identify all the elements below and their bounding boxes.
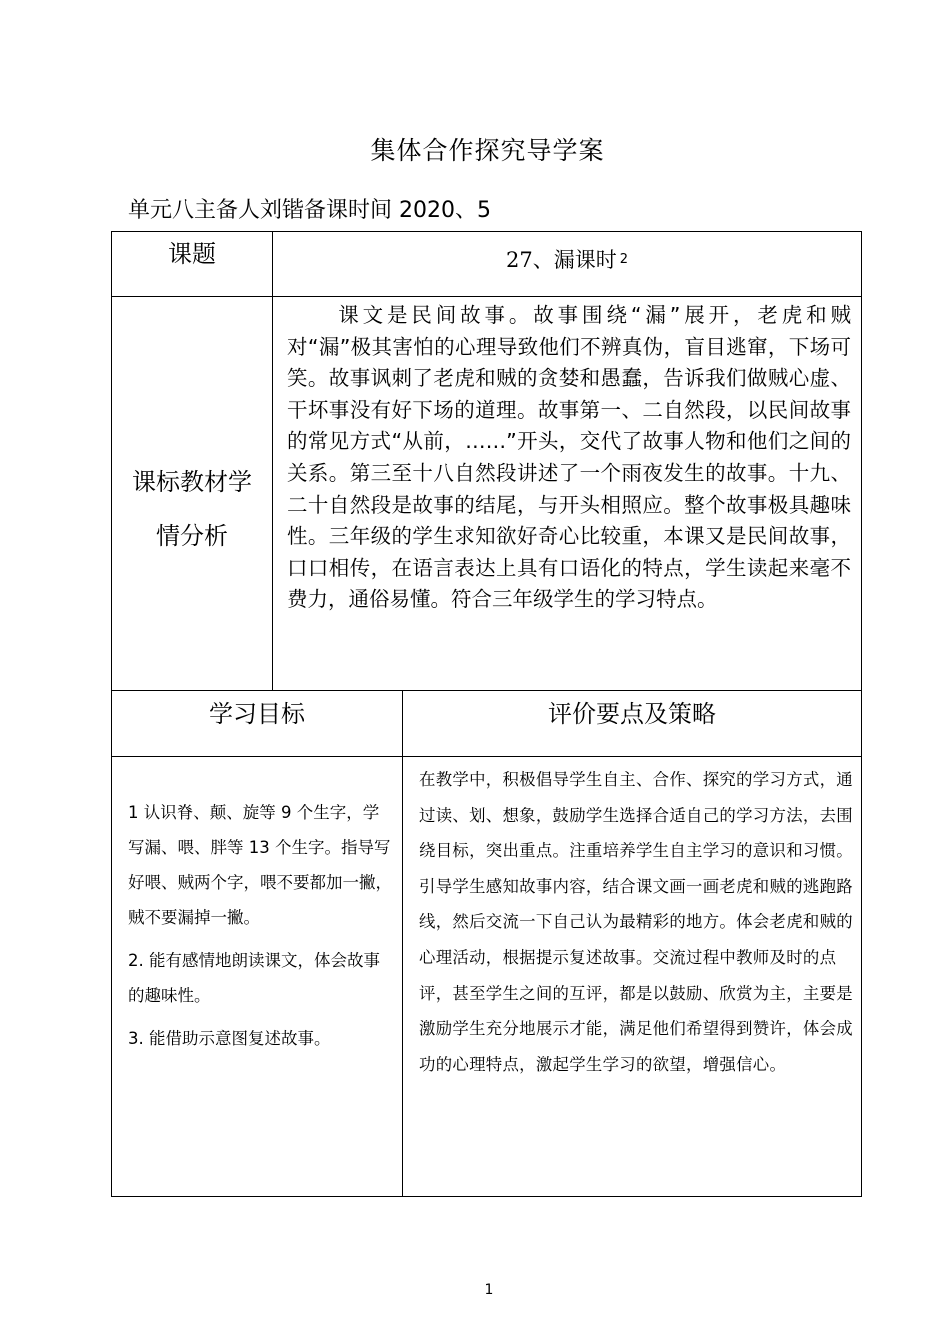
- eval-header: 评价要点及策略: [548, 700, 716, 728]
- table-col-divider-upper: [272, 231, 273, 691]
- analysis-label-line2: 情分析: [156, 522, 228, 550]
- analysis-label: [112, 455, 272, 563]
- table-border-bottom: [111, 1196, 862, 1197]
- topic-number: 27、漏: [505, 248, 575, 272]
- goals-header: 学习目标: [209, 700, 305, 728]
- goals-list: [128, 795, 394, 1064]
- goal-item-2: 2. 能有感情地朗读课文，体会故事的趣味性。: [128, 951, 380, 1005]
- topic-suffix: 课时: [574, 248, 617, 272]
- analysis-text: 课文是民间故事。故事围绕“漏”展开，老虎和贼对“漏”极其害怕的心理导致他们不辨真伪，盲目逃窜，下场可笑。故事讽刺了老虎和贼的贪婪和愚蠢，告诉我们做贼心虚、干坏事没有好下场的道理。故事第一、二自然段，以民间故事的常见方式“从前，……”开头，交代了故事人物和他们之间的关系。第三至十八自然段讲述了一个雨夜发生的故事。十九、二十自然段是故事的结尾，与开头相照应。整个故事极具趣味性。三年级的学生求知欲好奇心比较重，本课又是民间故事，口口相传，在语言表达上具有口语化的特点，学生读起来毫不费力，通俗易懂。符合三年级学生的学习特点。: [287, 303, 851, 612]
- topic-superscript: 2: [619, 252, 628, 267]
- meta-line: 单元八主备人刘锴备课时间 2020、5: [128, 198, 491, 223]
- topic-label: 课题: [168, 240, 216, 268]
- analysis-label-line1: 课标教材学: [132, 468, 252, 496]
- table-divider-3: [111, 756, 862, 757]
- table-border-top: [111, 231, 862, 232]
- goal-item-3: 3. 能借助示意图复述故事。: [128, 1029, 331, 1048]
- table-col-divider-lower: [402, 690, 403, 1197]
- table-border-right: [861, 231, 862, 1197]
- page-number: 1: [484, 1282, 494, 1298]
- goal-item-1: 1 认识脊、颠、旋等 9 个生字，学写漏、喂、胖等 13 个生字。指导写好喂、贼两个字，喂不要都加一撇，贼不要漏掉一撇。: [128, 803, 392, 927]
- topic-value: [273, 244, 861, 274]
- eval-text: 在教学中，积极倡导学生自主、合作、探究的学习方式，通过读、划、想象，鼓励学生选择合适自己的学习方法，去围绕目标，突出重点。注重培养学生自主学习的意识和习惯。引导学生感知故事内容，结合课文画一画老虎和贼的逃跑路线，然后交流一下自己认为最精彩的地方。体会老虎和贼的心理活动，根据提示复述故事。交流过程中教师及时的点评，甚至学生之间的互评，都是以鼓励、欣赏为主，主要是激励学生充分地展示才能，满足他们希望得到赞许，体会成功的心理特点，激起学生学习的欲望，增强信心。: [419, 770, 853, 1074]
- table-divider-1: [111, 296, 862, 297]
- table-divider-2: [111, 690, 862, 691]
- page-title: 集体合作探究导学案: [370, 136, 605, 165]
